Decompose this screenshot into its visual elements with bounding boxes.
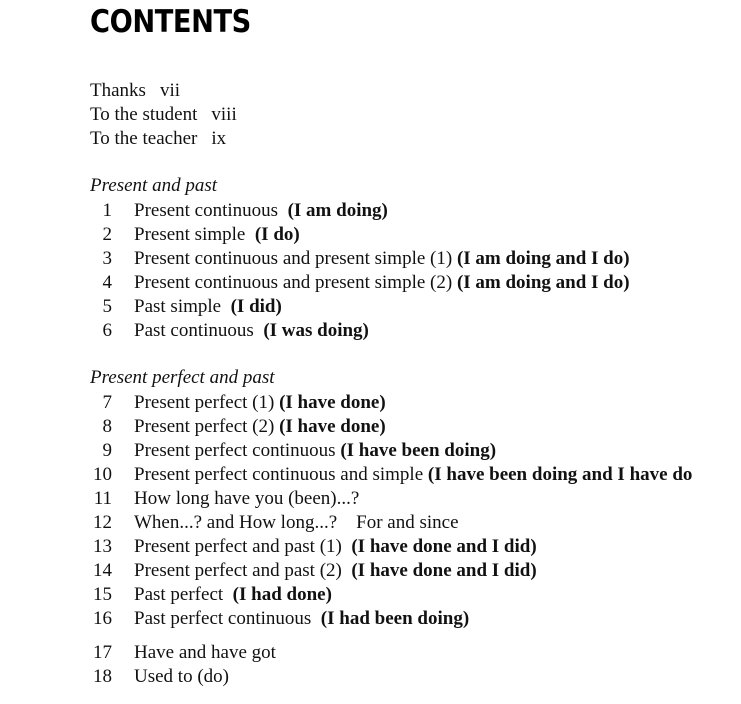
unit-row-3[interactable] (0, 247, 741, 271)
unit-title-text: When...? and How long...? For and since (134, 512, 459, 533)
unit-row-17[interactable] (0, 641, 741, 665)
front-matter-page: ix (211, 128, 227, 149)
unit-title-structure: (I am doing and I do) (456, 248, 630, 269)
unit-title-structure: (I have done) (279, 392, 386, 413)
unit-title (134, 511, 459, 535)
front-matter-page: vii (159, 80, 180, 101)
unit-title-text: Present perfect (1) (134, 392, 280, 413)
unit-title-text: Past simple (134, 296, 231, 317)
unit-title (134, 559, 537, 583)
unit-row-13[interactable] (0, 535, 741, 559)
unit-title (134, 199, 388, 223)
unit-number: 6 (102, 320, 112, 341)
unit-number: 17 (93, 642, 112, 663)
unit-row-9[interactable] (0, 439, 741, 463)
unit-number: 8 (102, 416, 112, 437)
unit-row-4[interactable] (0, 271, 741, 295)
unit-title (134, 583, 332, 607)
unit-row-1[interactable] (0, 199, 741, 223)
unit-number: 9 (102, 440, 112, 461)
unit-title (134, 295, 282, 319)
unit-number: 16 (93, 608, 112, 629)
unit-title (134, 665, 229, 689)
unit-title (134, 247, 630, 271)
unit-title-text: Present perfect and past (2) (134, 560, 352, 581)
unit-list (0, 391, 741, 631)
unit-title-text: Used to (do) (134, 666, 229, 687)
front-matter-item[interactable] (90, 127, 237, 151)
unit-title (134, 607, 469, 631)
unit-row-10[interactable] (0, 463, 741, 487)
unit-title-text: Past perfect (134, 584, 233, 605)
unit-number: 5 (102, 296, 112, 317)
front-matter-page: viii (211, 104, 237, 125)
unit-row-12[interactable] (0, 511, 741, 535)
unit-row-2[interactable] (0, 223, 741, 247)
unit-title (134, 319, 369, 343)
unit-title (134, 439, 496, 463)
unit-number: 7 (102, 392, 112, 413)
unit-number: 10 (93, 464, 112, 485)
unit-row-7[interactable] (0, 391, 741, 415)
unit-row-15[interactable] (0, 583, 741, 607)
unit-number: 15 (93, 584, 112, 605)
unit-title-structure: (I have been doing and I have do (427, 464, 693, 485)
unit-title-text: Past continuous (134, 320, 264, 341)
unit-title-structure: (I did) (230, 296, 282, 317)
unit-title-text: Present continuous and present simple (2) (134, 272, 457, 293)
unit-row-14[interactable] (0, 559, 741, 583)
unit-title-structure: (I had been doing) (320, 608, 470, 629)
front-matter-item[interactable] (90, 79, 237, 103)
section-heading-present-perfect-and-past: Present perfect and past (90, 367, 275, 388)
unit-number: 2 (102, 224, 112, 245)
front-matter-label: To the teacher (90, 128, 198, 149)
unit-title-structure: (I am doing) (287, 200, 388, 221)
unit-title (134, 415, 386, 439)
unit-row-5[interactable] (0, 295, 741, 319)
unit-title (134, 223, 300, 247)
unit-list (0, 199, 741, 343)
page-title: CONTENTS (90, 4, 251, 40)
unit-list (0, 641, 741, 689)
unit-number: 4 (102, 272, 112, 293)
unit-title-structure: (I have done and I did) (351, 536, 537, 557)
unit-title-text: Past perfect continuous (134, 608, 321, 629)
unit-title-text: Present perfect (2) (134, 416, 280, 437)
unit-title-text: Present perfect and past (1) (134, 536, 352, 557)
unit-title (134, 391, 386, 415)
unit-title-text: Present continuous and present simple (1) (134, 248, 457, 269)
unit-title-structure: (I had done) (232, 584, 332, 605)
unit-title-text: Present simple (134, 224, 255, 245)
front-matter-label: Thanks (90, 80, 146, 101)
unit-title-text: Present continuous (134, 200, 288, 221)
unit-title (134, 487, 359, 511)
unit-title (134, 271, 630, 295)
front-matter-list (90, 79, 237, 151)
unit-row-18[interactable] (0, 665, 741, 689)
unit-number: 13 (93, 536, 112, 557)
unit-row-8[interactable] (0, 415, 741, 439)
unit-number: 14 (93, 560, 112, 581)
unit-title-text: Present perfect continuous (134, 440, 341, 461)
unit-title (134, 535, 537, 559)
unit-title-structure: (I do) (254, 224, 300, 245)
unit-title-structure: (I am doing and I do) (456, 272, 630, 293)
unit-title-structure: (I have been doing) (340, 440, 497, 461)
unit-title-structure: (I have done) (279, 416, 386, 437)
unit-title-text: How long have you (been)...? (134, 488, 360, 509)
unit-title-text: Have and have got (134, 642, 276, 663)
unit-row-16[interactable] (0, 607, 741, 631)
section-heading-present-and-past: Present and past (90, 175, 218, 196)
unit-row-11[interactable] (0, 487, 741, 511)
unit-title (134, 463, 692, 487)
unit-title-structure: (I have done and I did) (351, 560, 537, 581)
unit-title-structure: (I was doing) (263, 320, 369, 341)
unit-title (134, 641, 276, 665)
unit-number: 18 (93, 666, 112, 687)
unit-number: 12 (93, 512, 112, 533)
front-matter-label: To the student (90, 104, 198, 125)
unit-number: 3 (102, 248, 112, 269)
unit-row-6[interactable] (0, 319, 741, 343)
unit-number: 1 (102, 200, 112, 221)
front-matter-item[interactable] (90, 103, 237, 127)
unit-number: 11 (93, 488, 112, 509)
unit-title-text: Present perfect continuous and simple (134, 464, 428, 485)
